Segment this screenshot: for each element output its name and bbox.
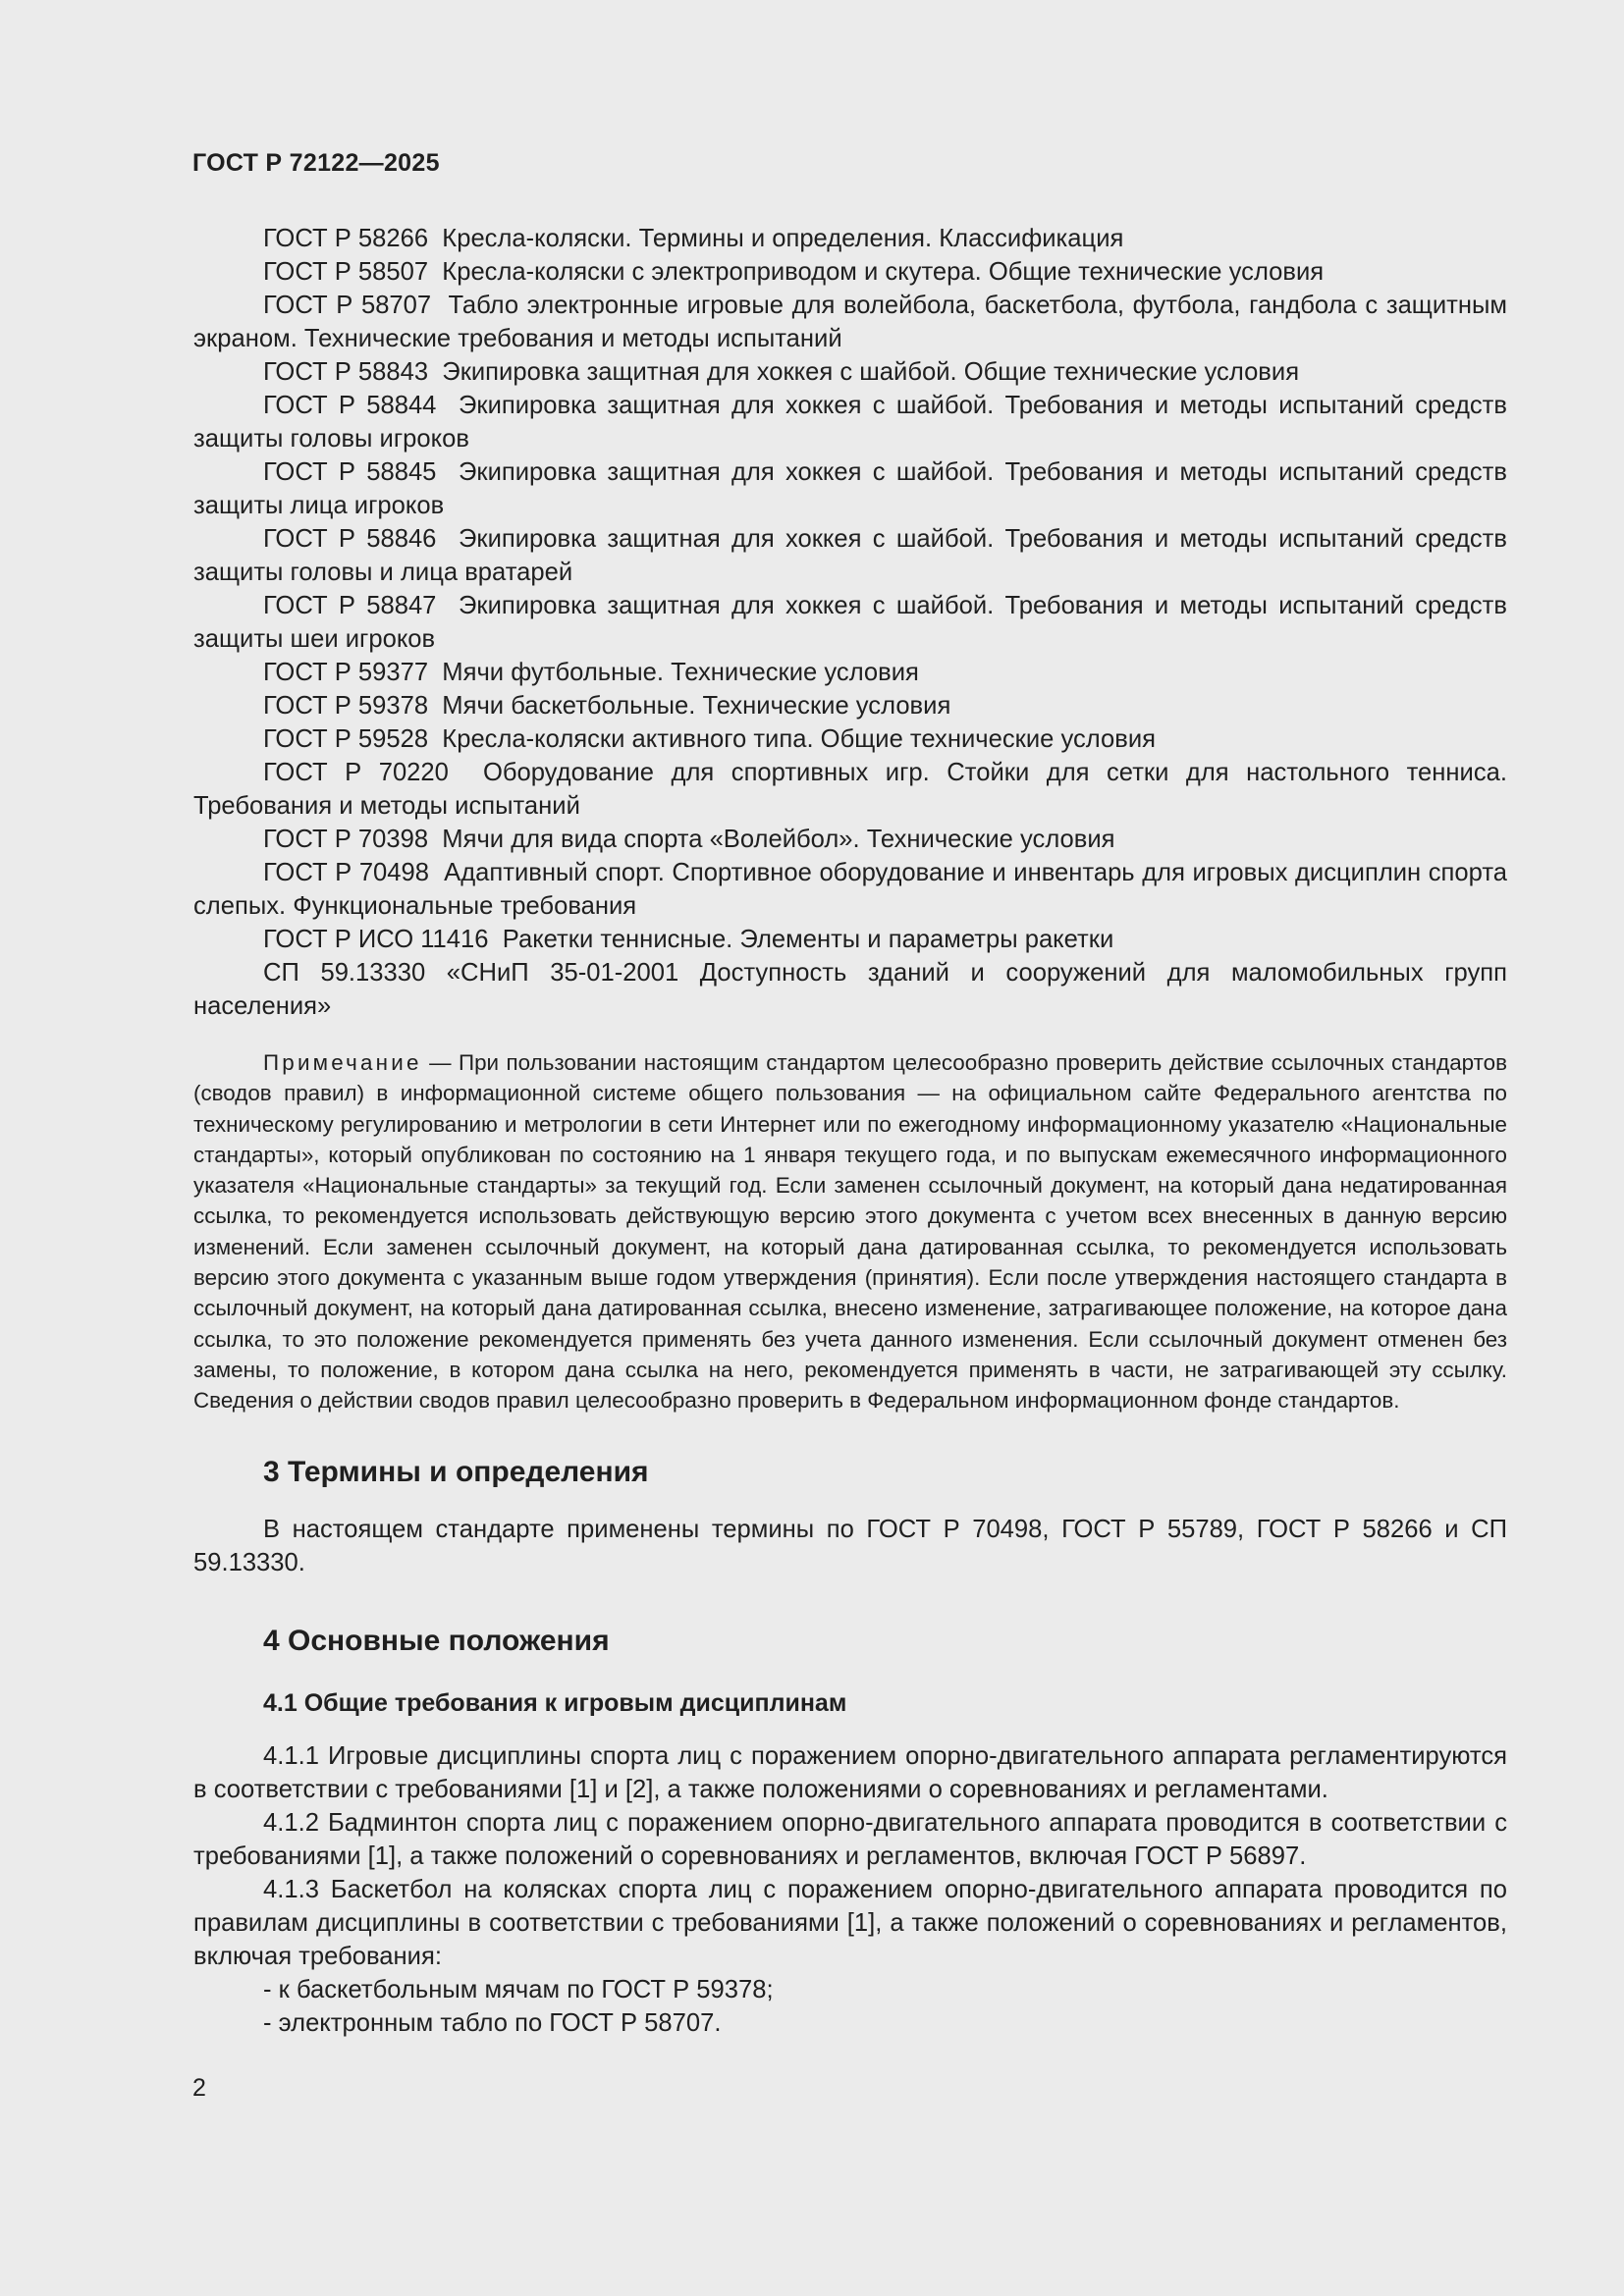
page-number: 2 xyxy=(192,2074,206,2102)
reference-item: ГОСТ Р 58844 Экипировка защитная для хоккея с шайбой. Требования и методы испытаний средств защиты головы игроков xyxy=(193,392,1507,453)
note-paragraph: Примечание — При пользовании настоящим стандартом целесообразно проверить действие ссылочных стандартов (сводов правил) в информационной системе общего пользования — на официальном сайте Федерального агентства по техническому регулированию и метрологии в сети Интернет или по ежегодному информационному указателю «Национальные стандарты», который опубликован по состоянию на 1 января текущего года, и по выпускам ежемесячного информационного указателя «Национальные стандарты» за текущий год. Если заменен ссылочный документ, на который дана недатированная ссылка, то рекомендуется использовать действующую версию этого документа с учетом всех внесенных в данную версию изменений. Если заменен ссылочный документ, на который дана датированная ссылка, то рекомендуется использовать версию этого документа с указанным выше годом утверждения (принятия). Если после утверждения настоящего стандарта в ссылочный документ, на который дана датированная ссылка, внесено изменение, затрагивающее положение, на которое дана ссылка, то это положение рекомендуется применять без учета данного изменения. Если ссылочный документ отменен без замены, то положение, в котором дана ссылка на него, рекомендуется применять в части, не затрагивающей эту ссылку. Сведения о действии сводов правил целесообразно проверить в Федеральном информационном фонде стандартов. xyxy=(193,1050,1507,1414)
reference-item: ГОСТ Р 58847 Экипировка защитная для хоккея с шайбой. Требования и методы испытаний средств защиты шеи игроков xyxy=(193,592,1507,653)
reference-item: ГОСТ Р 58266 Кресла-коляски. Термины и определения. Классификация xyxy=(263,225,1124,252)
document-header: ГОСТ Р 72122—2025 xyxy=(192,149,440,177)
reference-item: ГОСТ Р 58843 Экипировка защитная для хоккея с шайбой. Общие технические условия xyxy=(263,358,1300,386)
reference-item: ГОСТ Р 70498 Адаптивный спорт. Спортивное оборудование и инвентарь для игровых дисциплин спорта слепых. Функциональные требования xyxy=(193,859,1507,920)
clause-list xyxy=(193,1739,1507,2040)
reference-item: ГОСТ Р 59377 Мячи футбольные. Технические условия xyxy=(263,659,919,686)
reference-list xyxy=(193,222,1507,1023)
reference-item: ГОСТ Р 58507 Кресла-коляски с электроприводом и скутера. Общие технические условия xyxy=(263,258,1325,286)
reference-item: ГОСТ Р 70220 Оборудование для спортивных игр. Стойки для сетки для настольного тенниса. Требования и методы испытаний xyxy=(193,759,1507,820)
section-4-title: 4 Основные положения xyxy=(263,1624,610,1657)
reference-item: ГОСТ Р 70398 Мячи для вида спорта «Волейбол». Технические условия xyxy=(263,826,1115,853)
section-3-title: 3 Термины и определения xyxy=(263,1455,649,1488)
clause-4-1-1: 4.1.1 Игровые дисциплины спорта лиц с поражением опорно-двигательного аппарата регламентируются в соответствии с требованиями [1] и [2], а также положениями о соревнованиях и регламентами. xyxy=(193,1741,1507,1803)
clause-4-1-3: 4.1.3 Баскетбол на колясках спорта лиц с поражением опорно-двигательного аппарата проводится по правилам дисциплины в соответствии с требованиями [1], а также положений о соревнованиях и регламентов, включая требования: xyxy=(193,1875,1507,1970)
reference-item: ГОСТ Р ИСО 11416 Ракетки теннисные. Элементы и параметры ракетки xyxy=(263,926,1114,953)
reference-item: ГОСТ Р 58707 Табло электронные игровые для волейбола, баскетбола, футбола, гандбола с защитным экраном. Технические требования и методы испытаний xyxy=(193,292,1508,352)
section-3-text: В настоящем стандарте применены термины по ГОСТ Р 70498, ГОСТ Р 55789, ГОСТ Р 58266 и СП 59.13330. xyxy=(193,1515,1507,1576)
list-item: - электронным табло по ГОСТ Р 58707. xyxy=(263,2008,722,2037)
note-label: Примечание xyxy=(263,1050,422,1075)
reference-item: ГОСТ Р 58846 Экипировка защитная для хоккея с шайбой. Требования и методы испытаний средств защиты головы и лица вратарей xyxy=(193,525,1507,586)
clause-4-1-2: 4.1.2 Бадминтон спорта лиц с поражением опорно-двигательного аппарата проводится в соответствии с требованиями [1], а также положений о соревнованиях и регламентов, включая ГОСТ Р 56897. xyxy=(193,1808,1507,1870)
page-content xyxy=(193,222,1507,2040)
subsection-4-1-title: 4.1 Общие требования к игровым дисциплинам xyxy=(263,1688,847,1717)
reference-item: ГОСТ Р 58845 Экипировка защитная для хоккея с шайбой. Требования и методы испытаний средств защиты лица игроков xyxy=(193,458,1507,519)
reference-item: СП 59.13330 «СНиП 35-01-2001 Доступность зданий и сооружений для маломобильных групп населения» xyxy=(193,959,1507,1020)
reference-item: ГОСТ Р 59378 Мячи баскетбольные. Технические условия xyxy=(263,692,951,720)
note-text: При пользовании настоящим стандартом целесообразно проверить действие ссылочных стандартов (сводов правил) в информационной системе общего пользования — на официальном сайте Федерального агентства по техническому регулированию и метрологии в сети Интернет или по ежегодному информационному указателю «Национальные стандарты», который опубликован по состоянию на 1 января текущего года, и по выпускам ежемесячного информационного указателя «Национальные стандарты» за текущий год. Если заменен ссылочный документ, на который дана недатированная ссылка, то рекомендуется использовать действующую версию этого документа с учетом всех внесенных в данную версию изменений. Если заменен ссылочный документ, на который дана датированная ссылка, то рекомендуется использовать версию этого документа с указанным выше годом утверждения (принятия). Если после утверждения настоящего стандарта в ссылочный документ, на который дана датированная ссылка, внесено изменение, затрагивающее положение, на которое дана ссылка, то это положение рекомендуется применять без учета данного изменения. Если ссылочный документ отменен без замены, то положение, в котором дана ссылка на него, рекомендуется применять в части, не затрагивающей эту ссылку. Сведения о действии сводов правил целесообразно проверить в Федеральном информационном фонде стандартов. xyxy=(193,1050,1507,1414)
reference-item: ГОСТ Р 59528 Кресла-коляски активного типа. Общие технические условия xyxy=(263,725,1156,753)
list-item: - к баскетбольным мячам по ГОСТ Р 59378; xyxy=(263,1975,774,2003)
